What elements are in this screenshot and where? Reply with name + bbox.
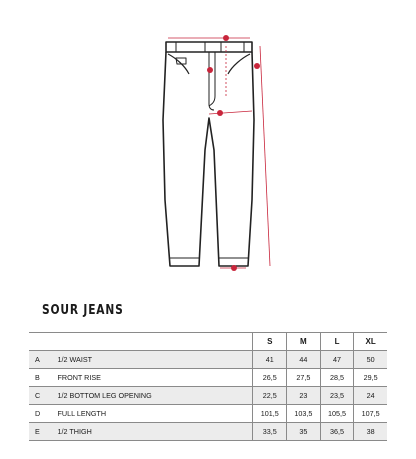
- table-row: [29, 423, 387, 441]
- marker-a: [223, 35, 229, 41]
- cell-s: 41: [253, 351, 287, 369]
- table-row: [29, 387, 387, 405]
- row-label: FRONT RISE: [58, 369, 253, 387]
- cell-l: 28,5: [320, 369, 354, 387]
- row-code: B: [29, 369, 58, 387]
- row-label: 1/2 WAIST: [58, 351, 253, 369]
- cell-s: 22,5: [253, 387, 287, 405]
- row-label: FULL LENGTH: [58, 405, 253, 423]
- header-size-m: M: [287, 333, 321, 351]
- row-label: 1/2 BOTTOM LEG OPENING: [58, 387, 253, 405]
- row-code: D: [29, 405, 58, 423]
- cell-xl: 24: [354, 387, 387, 405]
- row-code: C: [29, 387, 58, 405]
- product-title: SOUR JEANS: [42, 303, 124, 318]
- cell-m: 103,5: [287, 405, 321, 423]
- marker-c: [231, 265, 237, 271]
- jeans-outline: [163, 42, 254, 266]
- cell-l: 36,5: [320, 423, 354, 441]
- header-size-s: S: [253, 333, 287, 351]
- size-chart-table: [29, 332, 387, 441]
- marker-d: [254, 63, 260, 69]
- cell-l: 47: [320, 351, 354, 369]
- row-code: E: [29, 423, 58, 441]
- row-label: 1/2 THIGH: [58, 423, 253, 441]
- header-code: [29, 333, 58, 351]
- table-header-row: [29, 333, 387, 351]
- cell-l: 23,5: [320, 387, 354, 405]
- cell-s: 101,5: [253, 405, 287, 423]
- cell-xl: 29,5: [354, 369, 387, 387]
- row-code: A: [29, 351, 58, 369]
- cell-m: 27,5: [287, 369, 321, 387]
- cell-xl: 50: [354, 351, 387, 369]
- cell-m: 35: [287, 423, 321, 441]
- header-size-l: L: [320, 333, 354, 351]
- header-measure: [58, 333, 253, 351]
- marker-e: [217, 110, 223, 116]
- measurement-guides: [168, 38, 270, 268]
- header-size-xl: XL: [354, 333, 387, 351]
- cell-xl: 38: [354, 423, 387, 441]
- table-row: [29, 405, 387, 423]
- cell-s: 26,5: [253, 369, 287, 387]
- cell-m: 44: [287, 351, 321, 369]
- cell-xl: 107,5: [354, 405, 387, 423]
- cell-l: 105,5: [320, 405, 354, 423]
- table-row: [29, 351, 387, 369]
- cell-s: 33,5: [253, 423, 287, 441]
- marker-b: [207, 67, 213, 73]
- table-row: [29, 369, 387, 387]
- cell-m: 23: [287, 387, 321, 405]
